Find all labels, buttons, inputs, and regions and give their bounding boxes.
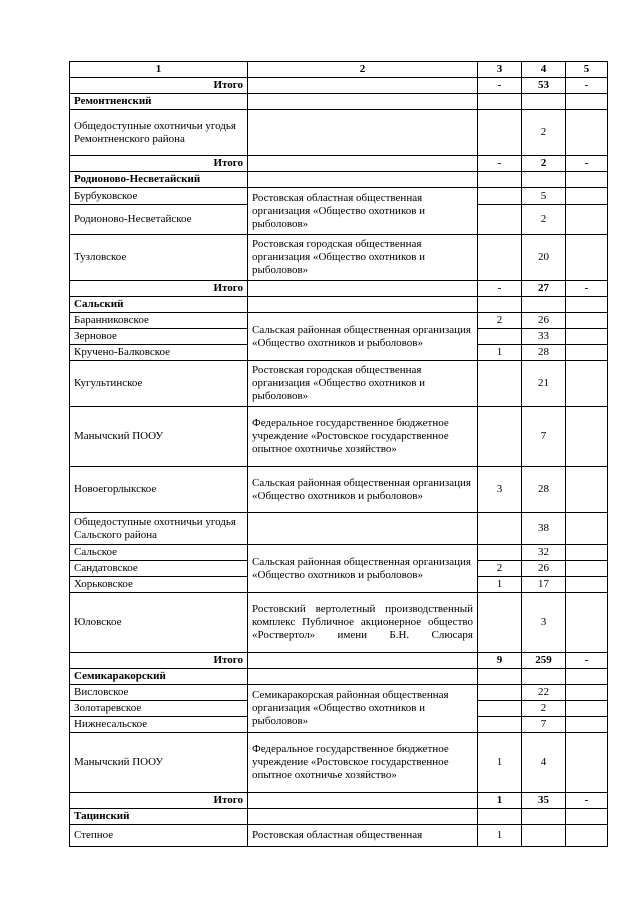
ground-name: Общедоступные охотничьи угодья Ремонтненского района — [70, 110, 248, 156]
ground-name: Новоегорлыкское — [70, 467, 248, 513]
ground-name: Хорьковское — [70, 577, 248, 593]
ground-name: Кручено-Балковское — [70, 345, 248, 361]
ground-name: Степное — [70, 825, 248, 847]
quota-value: 28 — [522, 467, 566, 513]
quota-value: 2 — [522, 205, 566, 235]
organization: Федеральное государственное бюджетное учреждение «Ростовское государственное опытное охотничье хозяйство» — [248, 407, 478, 467]
organization: Семикаракорская районная общественная организация «Общество охотников и рыболовов» — [248, 685, 478, 733]
table-row — [70, 513, 608, 545]
total-c3: - — [478, 78, 522, 94]
quota-value: 5 — [522, 188, 566, 205]
empty-cell — [248, 78, 478, 94]
header-col-1: 1 — [70, 62, 248, 78]
district-row — [70, 94, 608, 110]
value-c3 — [478, 329, 522, 345]
header-row — [70, 62, 608, 78]
ground-name: Манычский ПООУ — [70, 407, 248, 467]
ground-name: Общедоступные охотничьи угодья Сальского района — [70, 513, 248, 545]
value-c3: 2 — [478, 561, 522, 577]
organization: Федеральное государственное бюджетное учреждение «Ростовское государственное опытное охотничье хозяйство» — [248, 733, 478, 793]
organization: Сальская районная общественная организация «Общество охотников и рыболовов» — [248, 545, 478, 593]
ground-name: Сандатовское — [70, 561, 248, 577]
quota-value: 7 — [522, 717, 566, 733]
hunting-grounds-table — [69, 61, 608, 847]
total-row — [70, 281, 608, 297]
ground-name: Бурбуковское — [70, 188, 248, 205]
total-c3: 1 — [478, 793, 522, 809]
quota-value: 28 — [522, 345, 566, 361]
table-row — [70, 407, 608, 467]
quota-value: 33 — [522, 329, 566, 345]
total-row — [70, 156, 608, 172]
total-c5: - — [566, 281, 608, 297]
quota-value: 26 — [522, 561, 566, 577]
total-label: Итого — [70, 653, 248, 669]
district-name: Семикаракорский — [70, 669, 248, 685]
table-row — [70, 467, 608, 513]
value-c3: 1 — [478, 733, 522, 793]
total-c5: - — [566, 653, 608, 669]
district-name: Сальский — [70, 297, 248, 313]
value-c3: 1 — [478, 825, 522, 847]
header-col-5: 5 — [566, 62, 608, 78]
table-row — [70, 733, 608, 793]
organization: Ростовская областная общественная — [248, 825, 478, 847]
quota-value: 4 — [522, 733, 566, 793]
total-c5: - — [566, 156, 608, 172]
total-c3: - — [478, 281, 522, 297]
quota-value: 21 — [522, 361, 566, 407]
organization: Ростовская областная общественная организация «Общество охотников и рыболовов» — [248, 188, 478, 235]
header-col-2: 2 — [248, 62, 478, 78]
total-row — [70, 78, 608, 94]
ground-name: Кугультинское — [70, 361, 248, 407]
ground-name: Родионово-Несветайское — [70, 205, 248, 235]
total-c4: 2 — [522, 156, 566, 172]
ground-name: Нижнесальское — [70, 717, 248, 733]
total-c3: 9 — [478, 653, 522, 669]
total-label: Итого — [70, 78, 248, 94]
organization: Сальская районная общественная организация «Общество охотников и рыболовов» — [248, 467, 478, 513]
table-row — [70, 188, 608, 205]
table-row — [70, 313, 608, 329]
total-row — [70, 793, 608, 809]
ground-name: Баранниковское — [70, 313, 248, 329]
table-row — [70, 825, 608, 847]
value-c3: 1 — [478, 345, 522, 361]
ground-name: Манычский ПООУ — [70, 733, 248, 793]
quota-value: 3 — [522, 593, 566, 653]
quota-value: 38 — [522, 513, 566, 545]
total-c4: 35 — [522, 793, 566, 809]
total-row — [70, 653, 608, 669]
total-label: Итого — [70, 281, 248, 297]
table-row — [70, 110, 608, 156]
quota-value: 26 — [522, 313, 566, 329]
header-col-4: 4 — [522, 62, 566, 78]
quota-value: 7 — [522, 407, 566, 467]
total-c4: 53 — [522, 78, 566, 94]
total-label: Итого — [70, 793, 248, 809]
district-name: Тацинский — [70, 809, 248, 825]
total-c5: - — [566, 793, 608, 809]
district-row — [70, 669, 608, 685]
district-name: Ремонтненский — [70, 94, 248, 110]
ground-name: Сальское — [70, 545, 248, 561]
total-label: Итого — [70, 156, 248, 172]
district-row — [70, 172, 608, 188]
value-c3: 1 — [478, 577, 522, 593]
quota-value: 22 — [522, 685, 566, 701]
quota-value: 2 — [522, 701, 566, 717]
value-c3: 3 — [478, 467, 522, 513]
ground-name: Зерновое — [70, 329, 248, 345]
total-c3: - — [478, 156, 522, 172]
table-row — [70, 545, 608, 561]
ground-name: Висловское — [70, 685, 248, 701]
organization: Сальская районная общественная организация «Общество охотников и рыболовов» — [248, 313, 478, 361]
quota-value: 20 — [522, 235, 566, 281]
table-row — [70, 361, 608, 407]
total-c4: 27 — [522, 281, 566, 297]
ground-name: Золотаревское — [70, 701, 248, 717]
district-row — [70, 297, 608, 313]
header-col-3: 3 — [478, 62, 522, 78]
total-c5: - — [566, 78, 608, 94]
quota-value: 32 — [522, 545, 566, 561]
table-row — [70, 593, 608, 653]
table-row — [70, 235, 608, 281]
organization: Ростовская городская общественная организация «Общество охотников и рыболовов» — [248, 235, 478, 281]
organization: Ростовский вертолетный производственный комплекс Публичное акционерное общество «Роствертол» имени Б.Н. Слюсаря — [248, 593, 478, 653]
ground-name: Тузловское — [70, 235, 248, 281]
value-c3 — [478, 545, 522, 561]
district-name: Родионово-Несветайский — [70, 172, 248, 188]
ground-name: Юловское — [70, 593, 248, 653]
district-row — [70, 809, 608, 825]
quota-value: 17 — [522, 577, 566, 593]
total-c4: 259 — [522, 653, 566, 669]
organization: Ростовская городская общественная организация «Общество охотников и рыболовов» — [248, 361, 478, 407]
quota-value: 2 — [522, 110, 566, 156]
value-c3: 2 — [478, 313, 522, 329]
table-row — [70, 685, 608, 701]
